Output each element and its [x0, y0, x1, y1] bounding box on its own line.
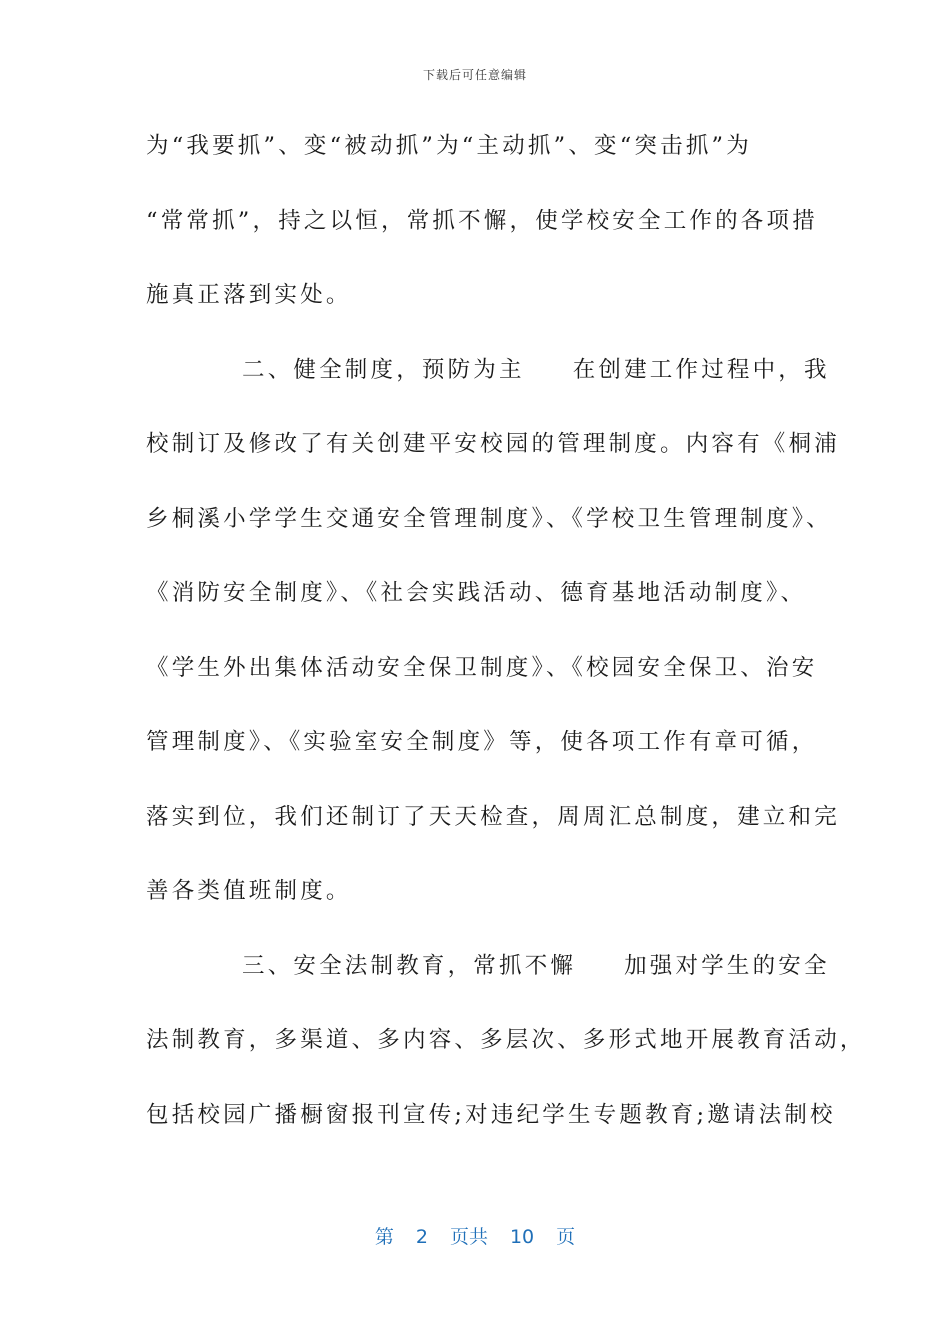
text-line: 《学生外出集体活动安全保卫制度》、《校园安全保卫、治安 — [146, 654, 818, 681]
footer-prefix: 第 — [374, 1226, 394, 1248]
text-line: 校制订及修改了有关创建平安校园的管理制度。内容有《桐浦 — [146, 431, 840, 457]
section-heading: 二、健全制度，预防为主 — [242, 356, 525, 383]
text-line: 为“我要抓”、变“被动抓”为“主动抓”、变“突击抓”为 — [146, 133, 752, 159]
section-heading-line — [146, 940, 830, 1015]
text-line: 施真正落到实处。 — [146, 282, 352, 308]
footer-suffix: 页 — [556, 1226, 576, 1248]
text-line: 《消防安全制度》、《社会实践活动、德育基地活动制度》、 — [146, 580, 807, 606]
text-line: 包括校园广播橱窗报刊宣传;对违纪学生专题教育;邀请法制校 — [146, 1101, 836, 1128]
text-fragment: 加强对学生的安全 — [624, 952, 830, 979]
section-heading: 三、安全法制教育，常抓不懈 — [242, 952, 577, 979]
text-line: 落实到位，我们还制订了天天检查，周周汇总制度，建立和完 — [146, 803, 840, 830]
page-header: 下载后可任意编辑 — [422, 68, 527, 82]
text-line: 乡桐溪小学学生交通安全管理制度》、《学校卫生管理制度》、 — [146, 505, 832, 532]
text-fragment: 在创建工作过程中，我 — [572, 356, 830, 383]
footer-middle: 页共 — [449, 1226, 488, 1248]
text-line: 法制教育，多渠道、多内容、多层次、多形式地开展教育活动， — [146, 1027, 866, 1053]
page-footer — [0, 1222, 950, 1249]
current-page-number: 2 — [415, 1226, 428, 1248]
text-line: “常常抓”，持之以恒，常抓不懈，使学校安全工作的各项措 — [146, 207, 818, 234]
text-line: 管理制度》、《实验室安全制度》等，使各项工作有章可循， — [146, 729, 818, 755]
document-body — [146, 120, 866, 1163]
section-heading-line — [146, 344, 830, 419]
text-line: 善各类值班制度。 — [146, 878, 352, 904]
total-pages: 10 — [509, 1226, 535, 1248]
